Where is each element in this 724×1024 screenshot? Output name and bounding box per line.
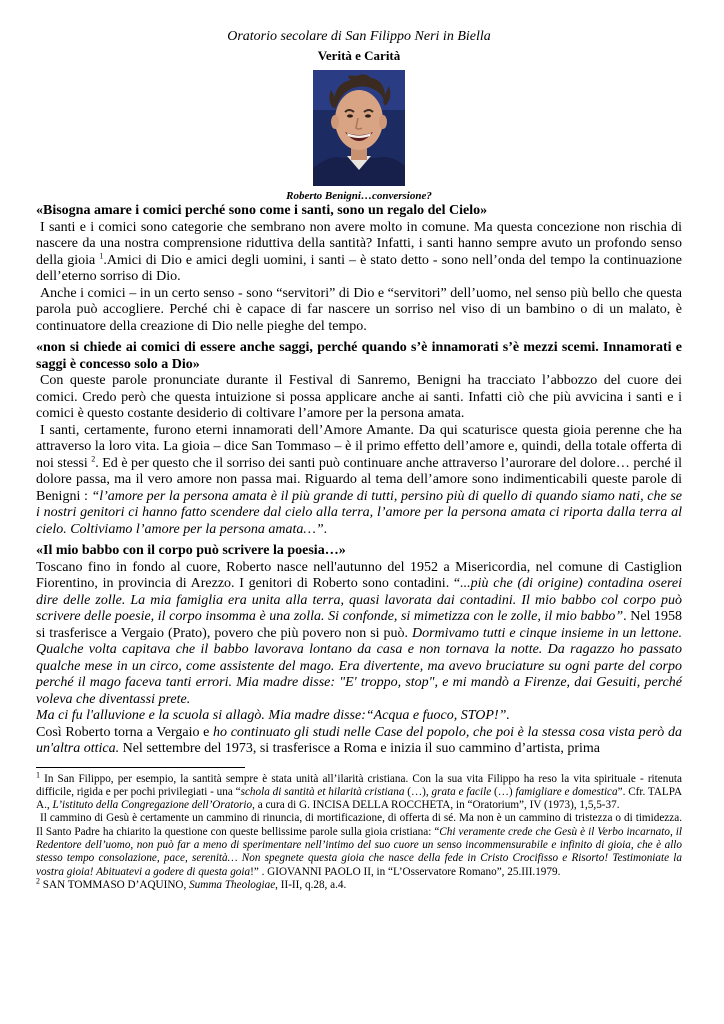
- paragraph: Anche i comici – in un certo senso - sono “servitori” di Dio e “servitori” dell’uomo, nel senso più bello che questa parola può accogliere. Perché chi è capace di far nascere un sorriso nel viso di un bambino o di un malato, è continuatore della creazione di Dio nelle pieghe del tempo.: [36, 285, 682, 334]
- text-run: schola di santità et hilarità cristiana: [240, 785, 405, 798]
- paragraph: [36, 423, 682, 539]
- footnote-number: 2: [36, 876, 40, 886]
- text-run: I santi, certamente, furono eterni innamorati dell’Amore Amante. Da qui scaturisce questa gioia perenne che ha attraverso la loro vita. La gioia – dice San Tommaso – è il primo effetto dell’amore e, quindi, della totale offerta di noi stessi: [36, 422, 682, 471]
- footnote-2: [36, 876, 682, 892]
- paragraph: [36, 725, 682, 758]
- text-run: .Amici di Dio e amici degli uomini, i santi – è stato detto - sono nell’onda del tempo la continuazione dell’eterno sorriso di Dio.: [36, 252, 682, 284]
- paragraph: [36, 560, 682, 709]
- benigni-quote: “l’amore per la persona amata è il più grande di tutti, persino più di quello di quando siamo nati, che se i nostri genitori ci hanno fatto scendere dal cielo alla terra, l’amore per la persona amata ci riporta dalla terra al cielo. Coltiviamo l’amore per la persona amata…”: [36, 488, 682, 537]
- paragraph: Con queste parole pronunciate durante il Festival di Sanremo, Benigni ha tracciato l’abbozzo del cuore dei comici. Credo però che questa intuizione si possa applicare anche ai santi. Infatti ciò che più avvicina i santi e i comici è questo costante desiderio di coltivare l’amore per la persona amata.: [36, 373, 682, 421]
- text-run: (…): [491, 785, 516, 798]
- footnotes: [36, 769, 683, 893]
- quote-run: Dormivamo tutti e cinque insieme in un lettone. Qualche volta capitava che il babbo lavorava lontano da casa e non tornava la notte. Da ragazzo ho passato qualche mese in un circo, come assistente del mago. Era divertente, ma avevo bruciature su ogni parte del corpo perché il mago faceva tanti errori. Mia madre disse: "E' troppo, stop", e mi mandò a Firenze, dai Gesuiti, perché voleva che diventassi prete.: [36, 625, 682, 707]
- text-run: SAN TOMMASO D’AQUINO,: [40, 878, 190, 891]
- text-run: . Nel 1958 si trasferisce a Vergaio (Prato), povero che più povero non si può.: [36, 609, 682, 641]
- text-run: ”. Cfr. TALPA A.,: [36, 785, 683, 812]
- text-run: Così Roberto torna a Vergaio e: [36, 724, 214, 740]
- footnote-1: [36, 769, 683, 813]
- text-run: .: [323, 521, 328, 537]
- text-run: , II-II, q.28, a.4.: [275, 878, 347, 891]
- organization-header: Oratorio secolare di San Filippo Neri in Biella: [227, 29, 491, 44]
- paragraph: [36, 220, 682, 286]
- text-run: I santi e i comici sono categorie che sembrano non avere molto in comune. Ma questa concezione non rischia di nascere da una nostra comprensione riduttiva della santità? Infatti, i santi hanno sempre avuto un profondo senso della gioia: [36, 219, 682, 268]
- footnote-number: 1: [36, 769, 40, 779]
- text-run: L’istituto della Congregazione dell’Oratorio: [52, 799, 253, 812]
- quote-run: ...più che (di origine) contadina oserei dire delle zolle. La mia famiglia era unita alla terra, quasi lavorata dai contadini. Il mio babbo col corpo può scrivere delle poesie, il corpo insomma è una zolla. Si confonde, si mimetizza con le zolle, il mio babbo”: [36, 576, 682, 624]
- quote-run: ho continuato gli studi nelle Case del popolo, che poi è la stessa cosa vista però da un'altra ottica.: [36, 724, 682, 756]
- photo-caption: Roberto Benigni…conversione?: [286, 190, 432, 202]
- footnote-ref-1: 1: [99, 250, 104, 260]
- text-run: Il cammino di Gesù è certamente un cammino di rinuncia, di mortificazione, di offerta di sé. Ma non è un cammino di tristezza o di timidezza. Il Santo Padre ha chiarito la questione con queste bellissime parole sulla gioia cristiana: “: [36, 812, 682, 838]
- section-heading-3: «Il mio babbo con il corpo può scrivere la poesia…»: [36, 543, 346, 558]
- footnote-separator: [36, 767, 245, 768]
- text-run: Toscano fino in fondo al cuore, Roberto nasce nell'autunno del 1952 a Misericordia, nel comune di Castiglion Fiorentino, in provincia di Arezzo. I genitori di Roberto sono contadini. “: [36, 559, 682, 591]
- section-heading-2: «non si chiede ai comici di essere anche saggi, perché quando s’è innamorati s’è mezzi scemi. Innamorati e saggi è concesso solo a Dio»: [36, 340, 682, 372]
- text-run: grata e facile: [431, 785, 492, 798]
- text-run: Nel settembre del 1973, si trasferisce a Roma e inizia il suo cammino d’artista, prima: [119, 741, 601, 756]
- text-run: famigliare e domestica: [515, 785, 618, 798]
- text-run: (…),: [404, 785, 432, 798]
- footnote-ref-2: 2: [91, 453, 96, 463]
- benigni-photo: [313, 70, 405, 186]
- text-run: Chi veramente crede che Gesù è il Verbo incarnato, il Redentore dell’uomo, non può far a meno di sperimentare nell’intimo del suo cuore un senso incommensurabile e infinito di gioia, che è allo stesso tempo consolazione, pace, serenità… Non spegnete questa gioia che nasce della fede in Cristo Crocifisso e Risorto! Testimoniate la vostra gioia! Abituatevi a godere di questa goia: [36, 825, 682, 878]
- text-run: !” . GIOVANNI PAOLO II, in “L’Osservatore Romano”, 25.III.1979.: [250, 865, 561, 878]
- text-run: In San Filippo, per esempio, la santità sempre è stata unità all’ilarità cristiana. Con la sua vita Filippo ha reso la vita spirituale - ritenuta difficile, rigida e per pochi privilegiati - una “: [36, 772, 682, 798]
- text-run: Summa Theologiae: [189, 878, 276, 891]
- article-body: [36, 203, 682, 758]
- text-run: , a cura di G. INCISA DELLA ROCCHETA, in “Oratorium”, IV (1973), 1,5,5-37.: [252, 799, 620, 812]
- paragraph: Ma ci fu l'alluvione e la scuola si allagò. Mia madre disse:“Acqua e fuoco, STOP!”.: [36, 708, 510, 723]
- text-run: . Ed è per questo che il sorriso dei santi può continuare anche attraverso l’aurorare del dolore… perché il dolore passa, ma il vero amore non passa mai. Riguardo al tema dell’amore sono indimenticabili queste parole di Benigni :: [36, 455, 682, 504]
- page-title: Verità e Carità: [317, 48, 401, 63]
- section-heading-1: «Bisogna amare i comici perché sono come i santi, sono un regalo del Cielo»: [36, 203, 488, 218]
- footnote-1-continued: [36, 812, 682, 878]
- document-page: [36, 28, 682, 892]
